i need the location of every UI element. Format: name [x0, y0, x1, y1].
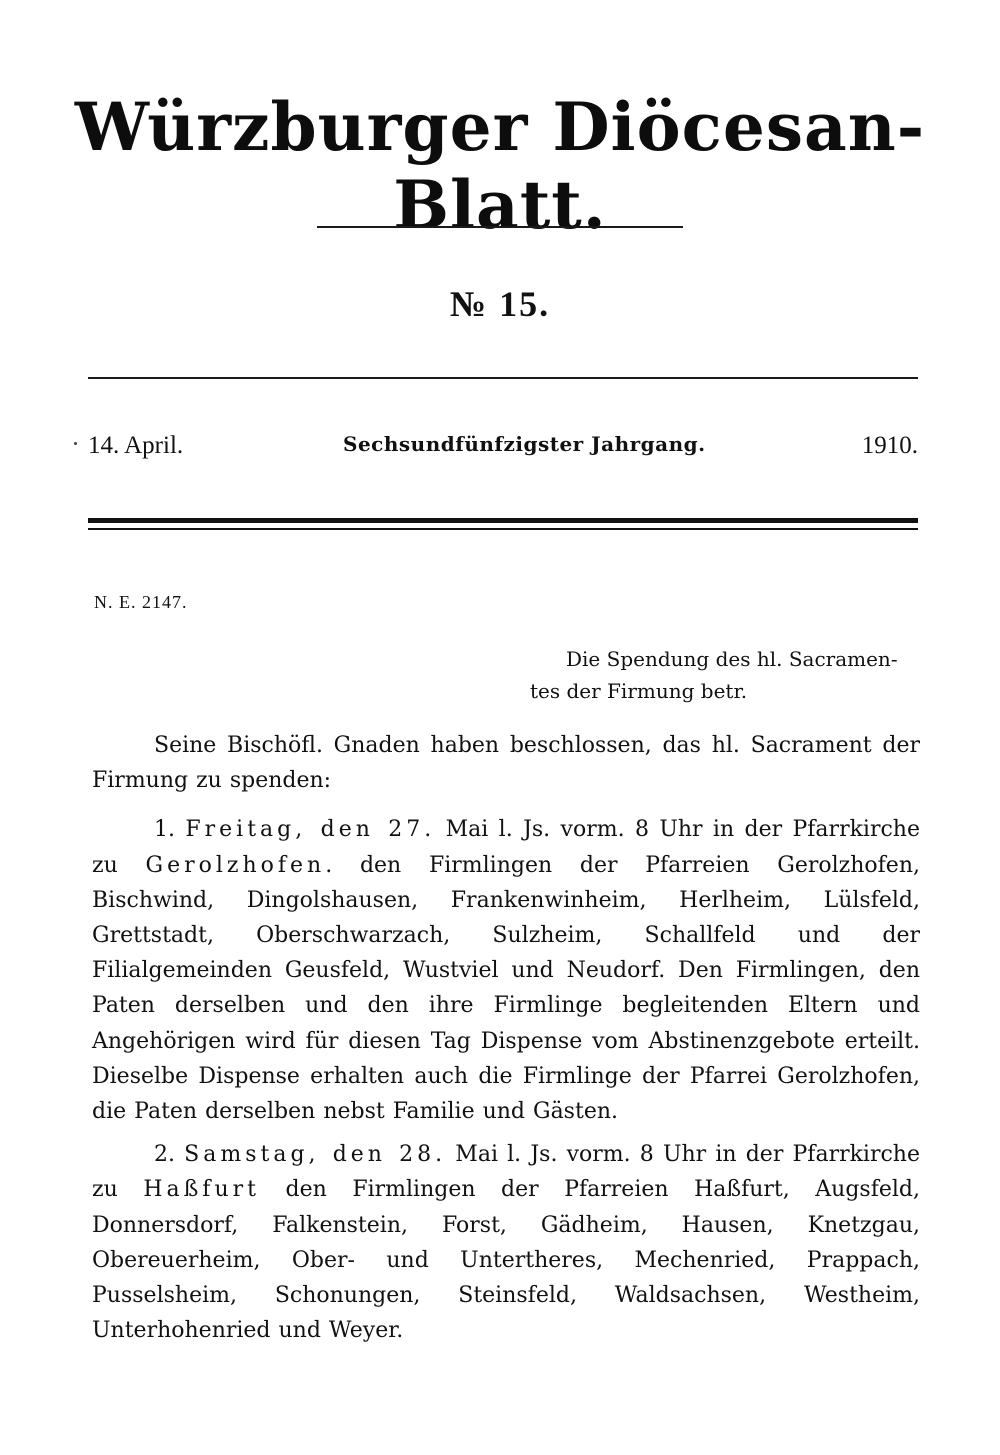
dateline: [88, 432, 918, 472]
reference-number: N. E. 2147.: [94, 592, 188, 612]
item-1-text-b: . den Firmlingen der Pfarreien Gerolzhofen, Bischwind, Dingolshausen, Frankenwinheim, Herlheim, Lülsfeld, Grettstadt, Oberschwarzach, Sulzheim, Schallfeld und der Filialgemeinden Geusfeld, Wustviel und Neudorf. Den Firmlingen, den Paten derselben und den ihre Firmlinge begleitenden Eltern und Angehörigen wird für diesen Tag Dispense vom Abstinenzgebote erteilt. Dieselbe Dispense erhalten auch die Firmlinge der Pfarrei Gerolzhofen, die Paten derselben nebst Familie und Gästen.: [92, 852, 920, 1125]
issue-number: № 15.: [449, 284, 551, 324]
subject-line-1: Die Spendung des hl. Sacramen-: [566, 647, 898, 671]
item-2-place: Haßfurt: [143, 1177, 260, 1203]
divider-top: [88, 377, 918, 379]
body-text: [92, 728, 920, 1356]
item-2-text-a: Mai l. Js. vorm. 8 Uhr in der Pfarrkirche zu: [92, 1142, 920, 1203]
masthead-title: Würzburger Diöcesan-Blatt.: [74, 88, 926, 244]
divider-thick: [88, 518, 918, 523]
item-1-place: Gerolzhofen: [145, 852, 326, 878]
item-1-paragraph: [92, 812, 920, 1129]
item-1-number: 1.: [154, 817, 175, 843]
divider-thick-second: [88, 528, 918, 530]
item-2-text-b: den Firmlingen der Pfarreien Haßfurt, Augsfeld, Donnersdorf, Falkenstein, Forst, Gädheim, Hausen, Knetzgau, Obereuerheim, Ober- und Untertheres, Mechenried, Prappach, Pusselsheim, Schonungen, Steinsfeld, Waldsachsen, Westheim, Unterhohenried und Weyer.: [92, 1177, 920, 1344]
subject-heading: [530, 643, 930, 707]
masthead-rule: [317, 226, 683, 228]
item-2-number: 2.: [154, 1142, 175, 1168]
volume-label: Sechsundfünfzigster Jahrgang.: [343, 432, 706, 456]
item-1-day: Freitag, den 27.: [185, 817, 436, 843]
subject-line-2: tes der Firmung betr.: [530, 679, 748, 703]
issue-year: 1910.: [861, 432, 918, 459]
item-2-paragraph: [92, 1137, 920, 1348]
item-2-day: Samstag, den 28.: [184, 1142, 447, 1168]
intro-paragraph: Seine Bischöfl. Gnaden haben beschlossen, das hl. Sacrament der Firmung zu spenden:: [92, 733, 920, 794]
print-speck: [74, 442, 77, 445]
issue-date: 14. April.: [88, 432, 184, 459]
item-1-text-a: Mai l. Js. vorm. 8 Uhr in der Pfarrkirche zu: [92, 817, 920, 878]
